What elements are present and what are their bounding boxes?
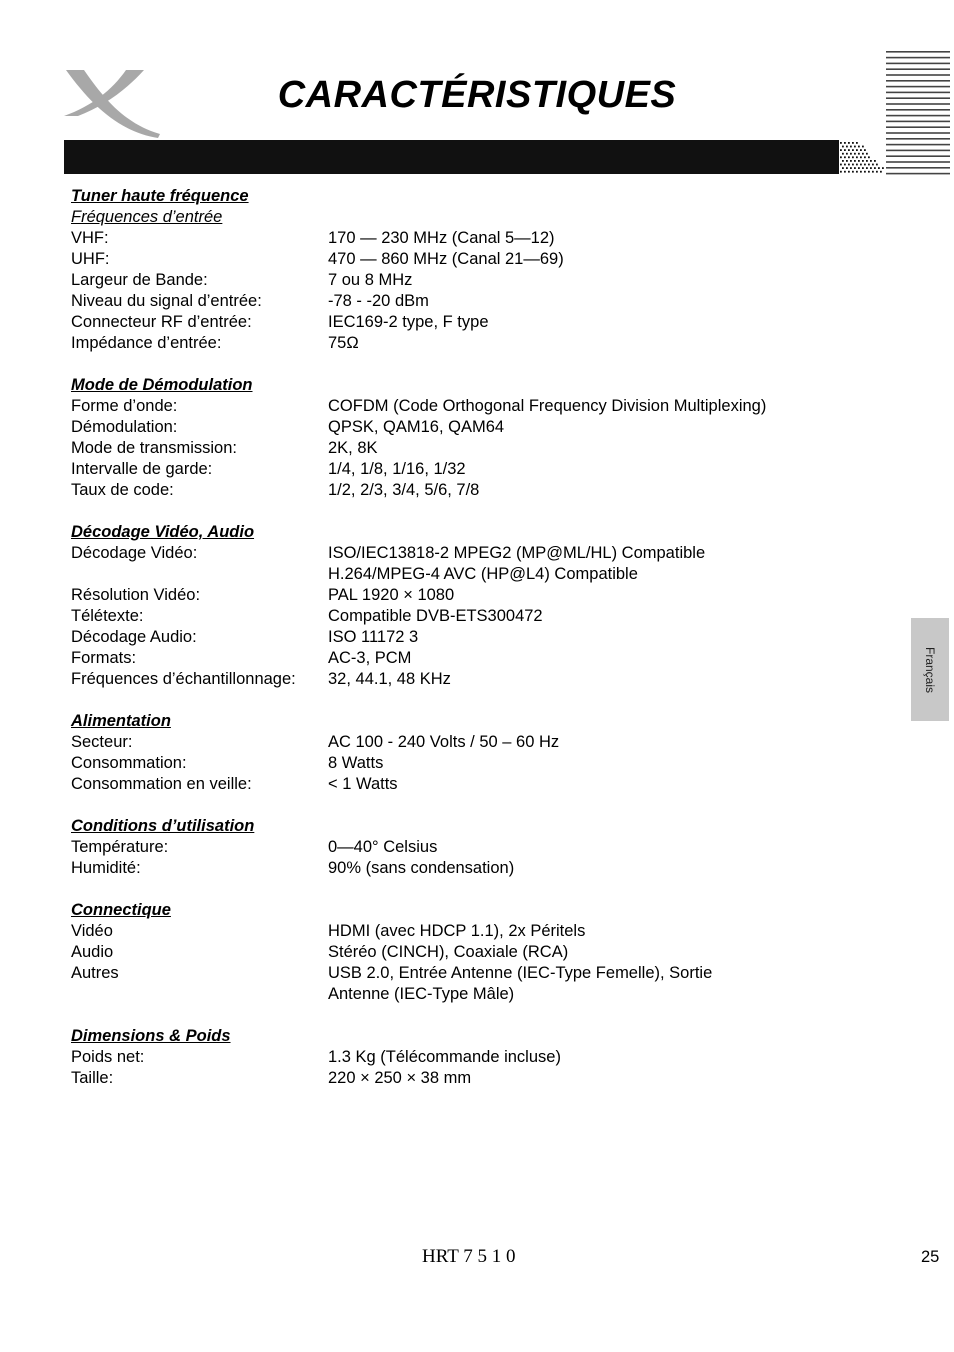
spec-row [71,963,851,984]
section-title: Décodage Vidéo, Audio [71,523,255,541]
spec-label: Secteur: [71,733,133,751]
spec-row [71,774,851,795]
spec-label: Impédance d’entrée: [71,334,222,352]
spec-value: ISO/IEC13818-2 MPEG2 (MP@ML/HL) Compatible [328,544,706,562]
spec-value: COFDM (Code Orthogonal Frequency Division Multiplexing) [328,397,767,415]
spec-label: Humidité: [71,859,141,877]
spec-label: Vidéo [71,922,113,940]
spec-value: 2K, 8K [328,439,378,457]
spec-value: HDMI (avec HDCP 1.1), 2x Péritels [328,922,586,940]
spec-row [71,942,851,963]
spec-label: UHF: [71,250,110,268]
spec-label: Formats: [71,649,137,667]
section-title: Connectique [71,901,171,919]
spec-value: 1/2, 2/3, 3/4, 5/6, 7/8 [328,481,480,499]
spec-label: Température: [71,838,169,856]
spec-label: Consommation: [71,754,187,772]
spec-row [71,606,851,627]
spec-row [71,249,851,270]
spec-label: Télétexte: [71,607,144,625]
spec-row [71,585,851,606]
spec-value: Compatible DVB-ETS300472 [328,607,543,625]
spec-value: 75Ω [328,334,359,352]
spec-label: Décodage Vidéo: [71,544,198,562]
section-title: Tuner haute fréquence [71,187,249,205]
spec-label: Audio [71,943,114,961]
spec-label: VHF: [71,229,109,247]
spec-label: Poids net: [71,1048,145,1066]
section-gap [71,690,851,711]
page-number: 25 [921,1248,940,1266]
spec-row [71,984,851,1005]
section-title: Alimentation [71,712,171,730]
spec-value: -78 - -20 dBm [328,292,429,310]
spec-value: USB 2.0, Entrée Antenne (IEC-Type Femelle), Sortie [328,964,713,982]
spec-row [71,291,851,312]
spec-value: 170 — 230 MHz (Canal 5—12) [328,229,555,247]
spec-value: 470 — 860 MHz (Canal 21—69) [328,250,564,268]
spec-value: QPSK, QAM16, QAM64 [328,418,505,436]
spec-value: 220 × 250 × 38 mm [328,1069,472,1087]
spec-row [71,627,851,648]
spec-row [71,312,851,333]
section-gap [71,501,851,522]
spec-label: Niveau du signal d’entrée: [71,292,262,310]
spec-row [71,333,851,354]
spec-value: 1.3 Kg (Télécommande incluse) [328,1048,561,1066]
spec-row [71,732,851,753]
spec-label: Taille: [71,1069,114,1087]
spec-row [71,753,851,774]
spec-label: Largeur de Bande: [71,271,208,289]
header-bar [64,140,884,174]
spec-row [71,480,851,501]
section-subtitle: Fréquences d’entrée [71,208,223,226]
page-title: CARACTÉRISTIQUES [277,74,677,116]
spec-value: 7 ou 8 MHz [328,271,413,289]
spec-label: Taux de code: [71,481,174,499]
spec-row [71,1068,851,1089]
spec-value: ISO 11172 3 [328,628,419,646]
spec-value: < 1 Watts [328,775,398,793]
spec-row [71,396,851,417]
spec-value: Antenne (IEC-Type Mâle) [328,985,515,1003]
spec-value: PAL 1920 × 1080 [328,586,455,604]
spec-row [71,438,851,459]
language-tab-label: Français [923,646,937,693]
section-title: Conditions d’utilisation [71,817,255,835]
spec-value: 8 Watts [328,754,384,772]
spec-label: Fréquences d’échantillonnage: [71,670,296,688]
section-gap [71,1005,851,1026]
section-gap [71,354,851,375]
section-title: Mode de Démodulation [71,376,253,394]
spec-row [71,417,851,438]
section-gap [71,879,851,900]
spec-label: Démodulation: [71,418,178,436]
spec-label: Résolution Vidéo: [71,586,201,604]
spec-value: AC-3, PCM [328,649,412,667]
spec-row [71,543,851,564]
spec-value: 32, 44.1, 48 KHz [328,670,451,688]
spec-value: 90% (sans condensation) [328,859,515,877]
spec-label: Intervalle de garde: [71,460,213,478]
spec-row [71,858,851,879]
footer-model: HRT 7 5 1 0 [422,1246,516,1267]
spec-value: 1/4, 1/8, 1/16, 1/32 [328,460,466,478]
spec-value: Stéréo (CINCH), Coaxiale (RCA) [328,943,569,961]
spec-value: H.264/MPEG-4 AVC (HP@L4) Compatible [328,565,638,583]
spec-value: 0—40° Celsius [328,838,438,856]
section-gap [71,795,851,816]
spec-value: AC 100 - 240 Volts / 50 – 60 Hz [328,733,560,751]
specifications [71,186,851,1089]
spec-row [71,837,851,858]
spec-row [71,564,851,585]
decorative-stripes [886,48,950,178]
spec-label: Autres [71,964,119,982]
spec-row [71,270,851,291]
spec-row [71,648,851,669]
spec-label: Connecteur RF d’entrée: [71,313,252,331]
language-tab [911,618,949,721]
spec-row [71,1047,851,1068]
spec-label: Décodage Audio: [71,628,197,646]
spec-row [71,921,851,942]
spec-label: Mode de transmission: [71,439,237,457]
spec-row [71,669,851,690]
spec-value: IEC169-2 type, F type [328,313,489,331]
spec-label: Consommation en veille: [71,775,252,793]
section-title: Dimensions & Poids [71,1027,231,1045]
spec-row [71,228,851,249]
spec-label: Forme d’onde: [71,397,178,415]
spec-row [71,459,851,480]
